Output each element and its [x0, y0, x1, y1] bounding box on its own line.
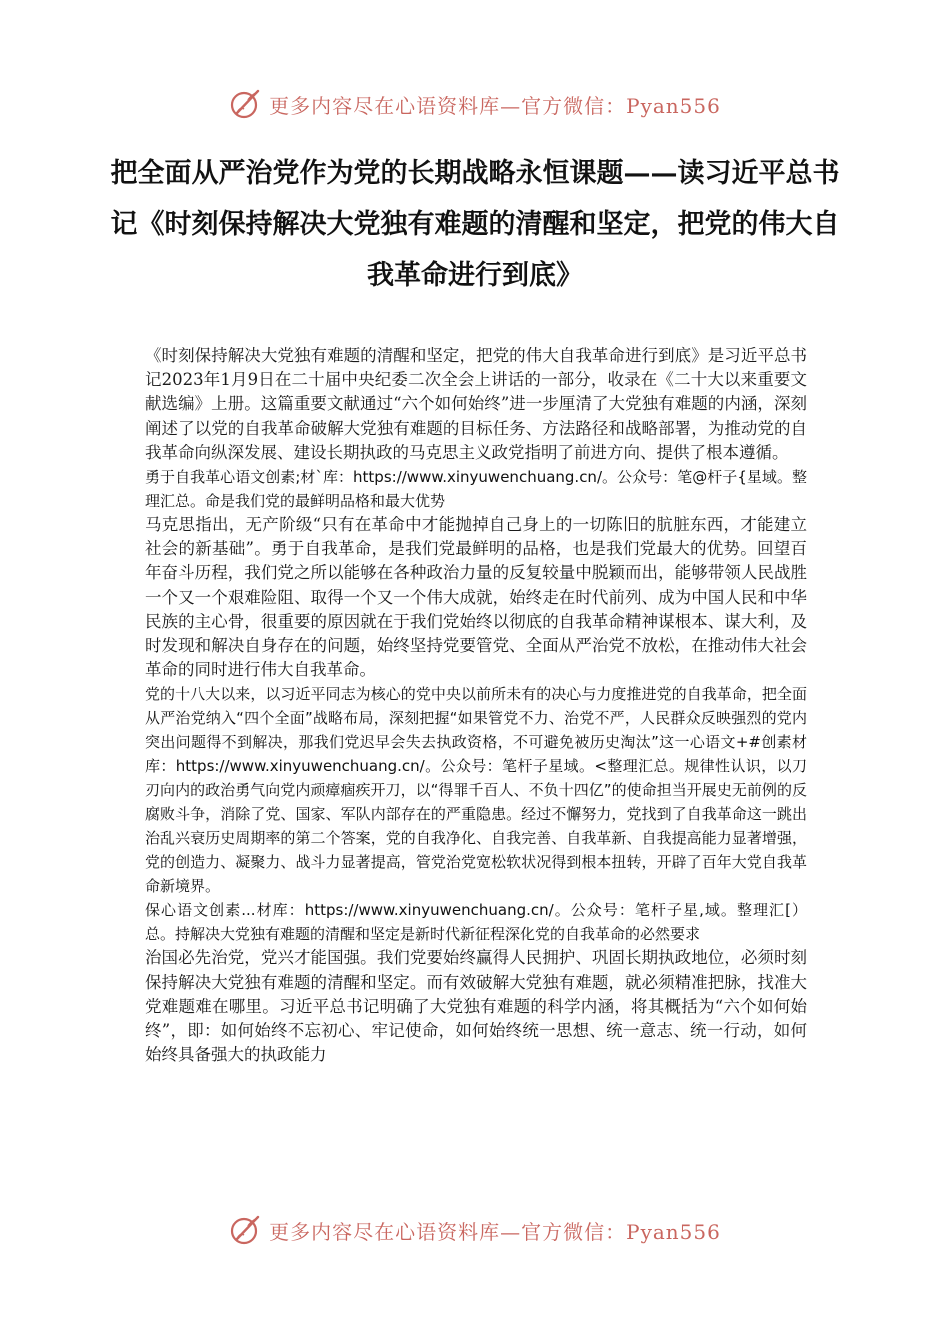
- document-body: [145, 344, 807, 1067]
- body-paragraph: 保心语文创素...材库：https://www.xinyuwenchuang.cn/。公众号：笔杆子星,域。整理汇[）总。持解决大党独有难题的清醒和坚定是新时代新征程深化党的自我革命的必然要求: [145, 901, 807, 944]
- header-banner: [0, 84, 950, 124]
- document-title: 把全面从严治党作为党的长期战略永恒课题——读习近平总书记《时刻保持解决大党独有难题的清醒和坚定，把党的伟大自我革命进行到底》: [110, 158, 840, 291]
- header-banner-text: 更多内容尽在心语资料库—官方微信：Pyan556: [269, 93, 721, 118]
- body-paragraph: 勇于自我革心语文创素;材`库：https://www.xinyuwenchuang.cn/。公众号：笔@杆子{星域。整理汇总。命是我们党的最鲜明品格和最大优势: [145, 468, 807, 511]
- body-paragraph: 治国必先治党，党兴才能国强。我们党要始终赢得人民拥护、巩固长期执政地位，必须时刻保持解决大党独有难题的清醒和坚定。而有效破解大党独有难题，就必须精准把脉，找准大党难题难在哪里。习近平总书记明确了大党独有难题的科学内涵，将其概括为“六个如何始终”，即：如何始终不忘初心、牢记使命，如何始终统一思想、统一意志、统一行动，如何始终具备强大的执政能力: [145, 948, 807, 1065]
- body-paragraph: 马克思指出，无产阶级“只有在革命中才能抛掉自己身上的一切陈旧的肮脏东西，才能建立社会的新基础”。勇于自我革命，是我们党最鲜明的品格，也是我们党最大的优势。回望百年奋斗历程，我们党之所以能够在各种政治力量的反复较量中脱颖而出，能够带领人民战胜一个又一个艰难险阻、取得一个又一个伟大成就，始终走在时代前列、成为中国人民和中华民族的主心骨，很重要的原因就在于我们党始终以彻底的自我革命精神谋根本、谋大利，及时发现和解决自身存在的问题，始终坚持党要管党、全面从严治党不放松，在推动伟大社会革命的同时进行伟大自我革命。: [145, 515, 807, 680]
- body-paragraph: 党的十八大以来，以习近平同志为核心的党中央以前所未有的决心与力度推进党的自我革命，把全面从严治党纳入“四个全面”战略布局，深刻把握“如果管党不力、治党不严，人民群众反映强烈的党内突出问题得不到解决，那我们党迟早会失去执政资格，不可避免被历史淘汰”这一心语文+#创素材库：https://www.xinyuwenchuang.cn/。公众号：笔杆子星域。<整理汇总。规律性认识，以刀刃向内的政治勇气向党内顽瘴痼疾开刀，以“得罪千百人、不负十四亿”的使命担当开展史无前例的反腐败斗争，消除了党、国家、军队内部存在的严重隐患。经过不懈努力，党找到了自我革命这一跳出治乱兴衰历史周期率的第二个答案，党的自我净化、自我完善、自我革新、自我提高能力显著增强，党的创造力、凝聚力、战斗力显著提高，管党治党宽松软状况得到根本扭转，开辟了百年大党自我革命新境界。: [145, 685, 807, 896]
- footer-banner: [0, 1210, 950, 1250]
- quill-pen-logo-icon: [229, 1213, 263, 1247]
- body-paragraph: 《时刻保持解决大党独有难题的清醒和坚定，把党的伟大自我革命进行到底》是习近平总书记2023年1月9日在二十届中央纪委二次全会上讲话的一部分，收录在《二十大以来重要文献选编》上册。这篇重要文献通过“六个如何始终”进一步厘清了大党独有难题的内涵，深刻阐述了以党的自我革命破解大党独有难题的目标任务、方法路径和战略部署，为推动党的自我革命向纵深发展、建设长期执政的马克思主义政党指明了前进方向、提供了根本遵循。: [145, 346, 807, 462]
- quill-pen-logo-icon: [229, 87, 263, 121]
- footer-banner-text: 更多内容尽在心语资料库—官方微信：Pyan556: [269, 1219, 721, 1244]
